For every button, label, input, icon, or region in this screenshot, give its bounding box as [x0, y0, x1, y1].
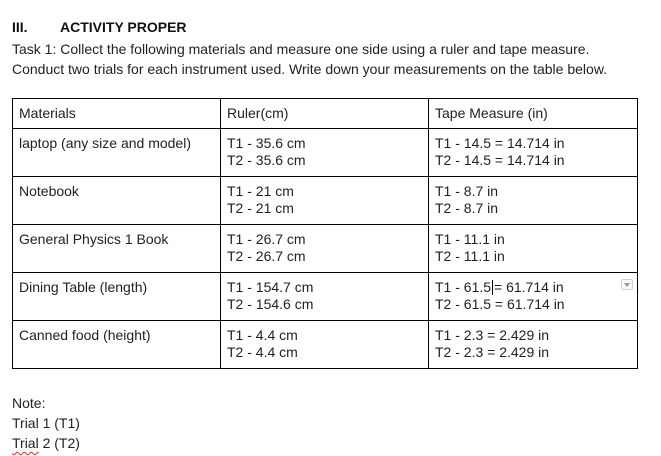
tape-cell[interactable] — [429, 321, 638, 369]
ruler-cell[interactable] — [221, 177, 429, 225]
ruler-cell[interactable] — [221, 129, 429, 177]
tape-trial-2: T2 - 11.1 in — [435, 248, 505, 264]
section-number: III. — [12, 19, 28, 35]
section-title: ACTIVITY PROPER — [60, 19, 187, 35]
ruler-trial-1: T1 - 26.7 cm — [227, 231, 306, 247]
table-row-laptop — [13, 129, 638, 177]
tape-trial-1: T1 - 2.3 = 2.429 in — [435, 327, 550, 343]
note-section[interactable] — [12, 393, 80, 453]
header-tape-measure[interactable]: Tape Measure (in) — [429, 99, 638, 129]
text-cursor — [492, 280, 493, 295]
note-label: Note: — [12, 395, 46, 411]
ruler-trial-1: T1 - 154.7 cm — [227, 279, 314, 295]
ruler-cell[interactable] — [221, 273, 429, 321]
tape-trial-1: T1 - 11.1 in — [435, 231, 505, 247]
material-cell[interactable]: laptop (any size and model) — [13, 129, 221, 177]
ruler-trial-1: T1 - 4.4 cm — [227, 327, 298, 343]
ruler-trial-2: T2 - 4.4 cm — [227, 344, 298, 360]
table-header-row — [13, 99, 638, 129]
header-materials[interactable]: Materials — [13, 99, 221, 129]
tape-trial-1: T1 - 14.5 = 14.714 in — [435, 135, 565, 151]
material-cell[interactable]: Canned food (height) — [13, 321, 221, 369]
tape-trial-2: T2 - 8.7 in — [435, 200, 499, 216]
ruler-cell[interactable] — [221, 321, 429, 369]
header-ruler[interactable]: Ruler(cm) — [221, 99, 429, 129]
tape-cell[interactable] — [429, 177, 638, 225]
table-row-dining-table — [13, 273, 638, 321]
material-cell[interactable]: Notebook — [13, 177, 221, 225]
cell-menu-chevron-icon[interactable] — [621, 279, 633, 290]
ruler-trial-2: T2 - 26.7 cm — [227, 248, 306, 264]
tape-trial-2: T2 - 14.5 = 14.714 in — [435, 152, 565, 168]
table-row-canned-food — [13, 321, 638, 369]
material-cell[interactable]: General Physics 1 Book — [13, 225, 221, 273]
tape-trial-1: T1 - 8.7 in — [435, 183, 499, 199]
ruler-trial-2: T2 - 35.6 cm — [227, 152, 306, 168]
tape-trial-1 — [435, 279, 631, 296]
table-row-notebook — [13, 177, 638, 225]
tape-cell[interactable] — [429, 129, 638, 177]
tape-trial-2: T2 - 61.5 = 61.714 in — [435, 296, 565, 312]
ruler-trial-1: T1 - 35.6 cm — [227, 135, 306, 151]
instructions-line-2[interactable]: Conduct two trials for each instrument used. Write down your measurements on the table below. — [12, 61, 608, 77]
table-row-physics-book — [13, 225, 638, 273]
instructions-line-1[interactable]: Task 1: Collect the following materials and measure one side using a ruler and tape measure. — [12, 41, 590, 57]
ruler-trial-1: T1 - 21 cm — [227, 183, 294, 199]
ruler-cell[interactable] — [221, 225, 429, 273]
note-trial-2 — [12, 433, 80, 453]
material-cell[interactable]: Dining Table (length) — [13, 273, 221, 321]
ruler-trial-2: T2 - 154.6 cm — [227, 296, 314, 312]
tape-cell[interactable] — [429, 225, 638, 273]
section-heading — [12, 19, 187, 35]
tape-trial-2: T2 - 2.3 = 2.429 in — [435, 344, 550, 360]
measurements-table — [12, 98, 638, 369]
note-trial-2-rest: 2 (T2) — [38, 435, 80, 451]
spellcheck-flagged-word[interactable]: Trial — [12, 435, 39, 451]
note-trial-1: Trial 1 (T1) — [12, 415, 80, 431]
tape-text-before-caret: T1 - 61.5 — [435, 279, 492, 295]
tape-text-after-caret: = 61.714 in — [494, 279, 564, 295]
ruler-trial-2: T2 - 21 cm — [227, 200, 294, 216]
tape-cell-active[interactable] — [429, 273, 638, 321]
task-instructions[interactable] — [12, 39, 652, 79]
